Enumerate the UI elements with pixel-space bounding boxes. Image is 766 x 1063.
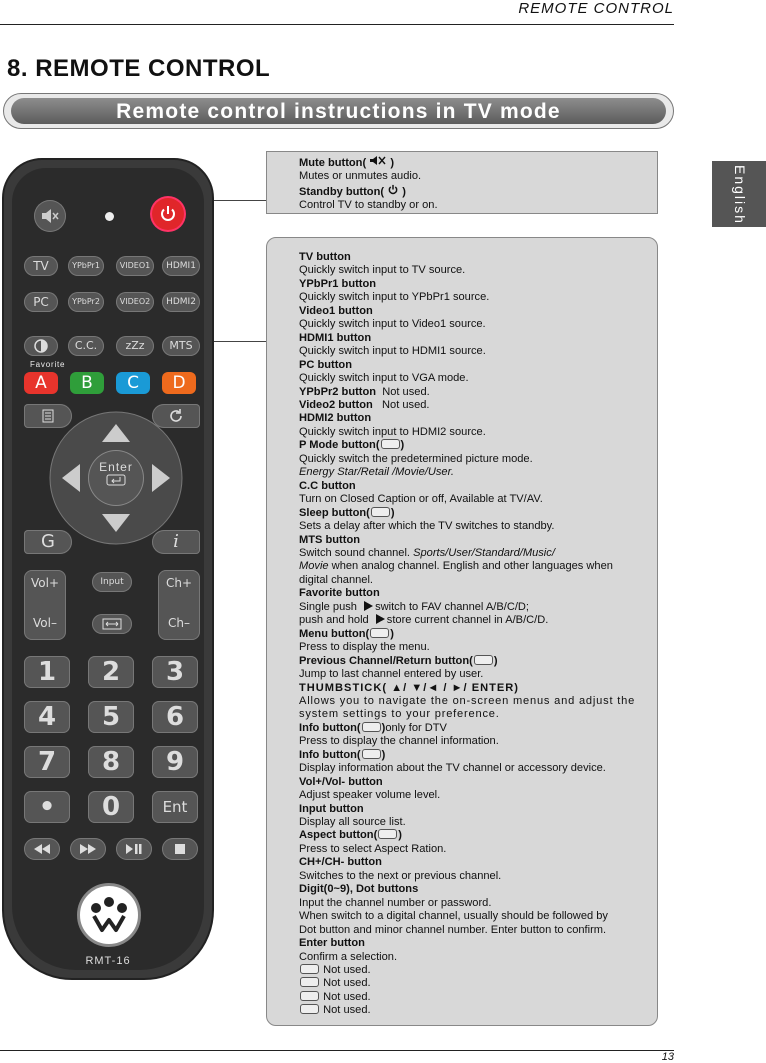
- aspect-heading: Aspect button(: [299, 829, 378, 842]
- digit-3-button[interactable]: 3: [152, 656, 198, 688]
- play-pause-icon: [300, 991, 319, 1001]
- footer-rule: [0, 1050, 674, 1051]
- hdmi2-heading: HDMI2 button: [299, 412, 372, 425]
- power-icon: [387, 184, 399, 195]
- enter-button[interactable]: [88, 450, 144, 506]
- menu-heading-close: ): [390, 627, 394, 640]
- mts-desc-3: digital channel.: [299, 573, 374, 586]
- thumbstick-desc-1: Allows you to navigate the on-screen menus and adjust the: [299, 694, 636, 707]
- ypbpr1-heading: YPbPr1 button: [299, 277, 377, 290]
- play-pause-icon: [125, 844, 143, 854]
- mts-button[interactable]: MTS: [162, 336, 200, 356]
- tv-desc: Quickly switch input to TV source.: [299, 264, 466, 277]
- fast-forward-button[interactable]: [70, 838, 106, 860]
- section-title-text: REMOTE CONTROL: [35, 55, 271, 82]
- language-tab-label: English: [732, 165, 748, 225]
- video2-button[interactable]: VIDEO2: [116, 292, 154, 312]
- standby-heading-close: ): [399, 185, 406, 198]
- power-icon: [158, 204, 178, 224]
- video2-desc: Not used.: [372, 398, 430, 411]
- info2-heading-close: ): [381, 748, 386, 761]
- enter-desc: Confirm a selection.: [299, 950, 398, 963]
- guide-icon: [362, 722, 381, 732]
- mts-heading: MTS button: [299, 533, 360, 546]
- aspect-icon: [102, 618, 122, 630]
- video1-button[interactable]: VIDEO1: [116, 256, 154, 276]
- prev-desc: Jump to last channel entered by user.: [299, 668, 484, 681]
- vol-desc: Adjust speaker volume level.: [299, 789, 441, 802]
- running-header: REMOTE CONTROL: [518, 0, 674, 17]
- ff-notused: Not used.: [323, 977, 371, 990]
- play-pause-button[interactable]: [116, 838, 152, 860]
- favorite-d-button[interactable]: D: [162, 372, 196, 394]
- ypbpr1-desc: Quickly switch input to YPbPr1 source.: [299, 291, 490, 304]
- connector-line-mid: [214, 341, 266, 342]
- rewind-notused: Not used.: [323, 964, 371, 977]
- fav-desc-2a: push and hold: [299, 614, 372, 627]
- mute-heading-close: ): [387, 157, 395, 169]
- info1-heading-close: ): [381, 721, 386, 734]
- info-button[interactable]: i: [152, 530, 200, 554]
- section-title: [7, 55, 270, 83]
- stop-icon: [175, 844, 185, 854]
- mts-movie: Movie: [299, 560, 329, 573]
- digit-6-button[interactable]: 6: [152, 701, 198, 733]
- aspect-button[interactable]: [92, 614, 132, 634]
- fav-desc-1a: Single push: [299, 600, 361, 613]
- mute-icon: [40, 208, 60, 224]
- input-desc: Display all source list.: [299, 816, 406, 829]
- digit-desc-3: Dot button and minor channel number. Enter button to confirm.: [299, 923, 607, 936]
- video1-desc: Quickly switch input to Video1 source.: [299, 318, 486, 331]
- pmode-heading-close: ): [400, 439, 405, 452]
- info2-heading: Info button(: [299, 748, 361, 761]
- pmode-icon: [381, 439, 400, 449]
- tv-heading: TV button: [299, 251, 351, 263]
- aspect-desc: Press to select Aspect Ration.: [299, 842, 447, 855]
- power-mute-info-box: [266, 151, 658, 214]
- indicator-led: [105, 212, 114, 221]
- ch-down-button[interactable]: Ch–: [168, 616, 190, 630]
- page-number: 13: [661, 1051, 674, 1063]
- input-button[interactable]: Input: [92, 572, 132, 592]
- rewind-icon: [300, 964, 319, 974]
- mute-desc: Mutes or unmutes audio.: [299, 170, 422, 183]
- fast-forward-icon: [300, 977, 319, 987]
- aspect-heading-close: ): [398, 829, 402, 842]
- brand-logo: [77, 883, 141, 947]
- video1-heading: Video1 button: [299, 304, 373, 317]
- hdmi2-desc: Quickly switch input to HDMI2 source.: [299, 425, 486, 438]
- digit-7-button[interactable]: 7: [24, 746, 70, 778]
- hdmi1-button[interactable]: HDMI1: [162, 256, 200, 276]
- rewind-icon: [33, 844, 51, 854]
- pmode-modes: Energy Star/Retail /Movie/User.: [299, 466, 454, 479]
- info1-desc: Press to display the channel information.: [299, 735, 499, 748]
- mts-desc-2: when analog channel. English and other languages when: [328, 560, 613, 573]
- digit-5-button[interactable]: 5: [88, 701, 134, 733]
- power-button[interactable]: [152, 198, 184, 230]
- ypbpr2-desc: Not used.: [376, 385, 430, 398]
- fav-desc-1b: switch to FAV channel A/B/C/D;: [375, 600, 530, 613]
- menu-desc: Press to display the menu.: [299, 641, 430, 654]
- guide-button[interactable]: G: [24, 530, 72, 554]
- vol-down-button[interactable]: Vol–: [33, 616, 57, 630]
- return-icon: [474, 655, 493, 665]
- cc-button[interactable]: C.C.: [68, 336, 104, 356]
- vol-heading: Vol+/Vol- button: [299, 775, 383, 788]
- pmode-heading: P Mode button(: [299, 439, 380, 452]
- mts-desc: Switch sound channel.: [299, 546, 414, 559]
- hdmi1-heading: HDMI1 button: [299, 331, 372, 344]
- rewind-button[interactable]: [24, 838, 60, 860]
- digit-2-button[interactable]: 2: [88, 656, 134, 688]
- thumbstick-desc-2: system settings to your preference.: [299, 708, 500, 721]
- info1-note: only for DTV: [385, 721, 447, 734]
- video2-heading: Video2 button: [299, 398, 373, 411]
- mode-banner: [3, 93, 674, 129]
- stop-button[interactable]: [162, 838, 198, 860]
- sleep-heading: Sleep button(: [299, 506, 370, 519]
- stop-icon: [300, 1004, 319, 1014]
- info-icon: [362, 749, 381, 759]
- stop-notused: Not used.: [323, 1004, 371, 1017]
- digit-heading: Digit(0~9), Dot buttons: [299, 883, 419, 896]
- pc-heading: PC button: [299, 358, 352, 371]
- favorite-a-button[interactable]: A: [24, 372, 58, 394]
- play-triangle-icon: [376, 614, 385, 624]
- picture-mode-button[interactable]: [24, 336, 58, 356]
- thumbstick-heading: THUMBSTICK( ▲/ ▼/◄ / ►/ ENTER): [299, 681, 519, 694]
- favorite-c-button[interactable]: C: [116, 372, 150, 394]
- digit-0-button[interactable]: 0: [88, 791, 134, 823]
- favorite-b-button[interactable]: B: [70, 372, 104, 394]
- favorite-label: Favorite: [30, 360, 66, 369]
- digit-4-button[interactable]: 4: [24, 701, 70, 733]
- w-logo-icon: [80, 886, 138, 944]
- pc-desc: Quickly switch input to VGA mode.: [299, 372, 469, 385]
- ypbpr1-button[interactable]: YPbPr1: [68, 256, 104, 276]
- menu-heading: Menu button(: [299, 627, 370, 640]
- ch-heading: CH+/CH- button: [299, 856, 382, 869]
- sleep-heading-close: ): [390, 506, 395, 519]
- mute-heading: Mute button(: [299, 157, 370, 169]
- hdmi2-button[interactable]: HDMI2: [162, 292, 200, 312]
- remote-control: [2, 158, 214, 980]
- ch-up-button[interactable]: Ch+: [165, 576, 193, 590]
- ch-desc: Switches to the next or previous channel.: [299, 869, 502, 882]
- thumbstick: [48, 410, 184, 546]
- hdmi1-desc: Quickly switch input to HDMI1 source.: [299, 345, 486, 358]
- standby-desc: Control TV to standby or on.: [299, 199, 438, 212]
- language-tab: [712, 161, 766, 227]
- ypbpr2-heading: YPbPr2 button: [299, 385, 377, 398]
- digit-desc-1: Input the channel number or password.: [299, 896, 492, 909]
- menu-icon: [370, 628, 389, 638]
- enter-heading: Enter button: [299, 937, 365, 950]
- button-descriptions-box: [266, 237, 658, 1026]
- pc-button[interactable]: PC: [24, 292, 58, 312]
- sleep-icon: [371, 507, 390, 517]
- sleep-button[interactable]: zZz: [116, 336, 154, 356]
- pmode-desc: Quickly switch the predetermined picture mode.: [299, 452, 533, 465]
- channel-rocker: [158, 570, 200, 640]
- section-number: 8.: [7, 55, 29, 82]
- prev-heading: Previous Channel/Return button(: [299, 654, 473, 667]
- mute-icon: [369, 155, 387, 166]
- cc-heading: C.C button: [299, 479, 356, 492]
- digit-8-button[interactable]: 8: [88, 746, 134, 778]
- cc-desc: Turn on Closed Caption or off, Available at TV/AV.: [299, 493, 543, 506]
- volume-rocker: [24, 570, 66, 640]
- contrast-icon: [34, 339, 48, 353]
- info1-heading: Info button(: [299, 721, 361, 734]
- digit-desc-2: When switch to a digital channel, usually should be followed by: [299, 910, 608, 923]
- header-rule: [0, 24, 674, 25]
- mts-modes: Sports/User/Standard/Music/: [413, 546, 555, 559]
- prev-heading-close: ): [493, 654, 498, 667]
- model-number: RMT-16: [85, 955, 131, 967]
- digit-9-button[interactable]: 9: [152, 746, 198, 778]
- banner-text: Remote control instructions in TV mode: [116, 100, 561, 123]
- ypbpr2-button[interactable]: YPbPr2: [68, 292, 104, 312]
- fav-desc-2b: store current channel in A/B/C/D.: [386, 614, 549, 627]
- sleep-desc: Sets a delay after which the TV switches to standby.: [299, 520, 555, 533]
- connector-line-top: [214, 200, 266, 201]
- playpause-notused: Not used.: [323, 990, 371, 1003]
- mute-button[interactable]: [34, 200, 66, 232]
- vol-up-button[interactable]: Vol+: [30, 576, 59, 590]
- standby-heading: Standby button(: [299, 185, 388, 198]
- enter-icon: [106, 474, 126, 486]
- fast-forward-icon: [79, 844, 97, 854]
- play-triangle-icon: [364, 601, 373, 611]
- tv-button[interactable]: TV: [24, 256, 58, 276]
- aspect-icon: [378, 829, 397, 839]
- favorite-heading: Favorite button: [299, 587, 380, 600]
- dot-button[interactable]: •: [24, 791, 70, 823]
- info2-desc: Display information about the TV channel or accessory device.: [299, 762, 606, 775]
- enter-label: Enter: [99, 460, 133, 474]
- input-heading: Input button: [299, 802, 364, 815]
- ent-button[interactable]: Ent: [152, 791, 198, 823]
- digit-1-button[interactable]: 1: [24, 656, 70, 688]
